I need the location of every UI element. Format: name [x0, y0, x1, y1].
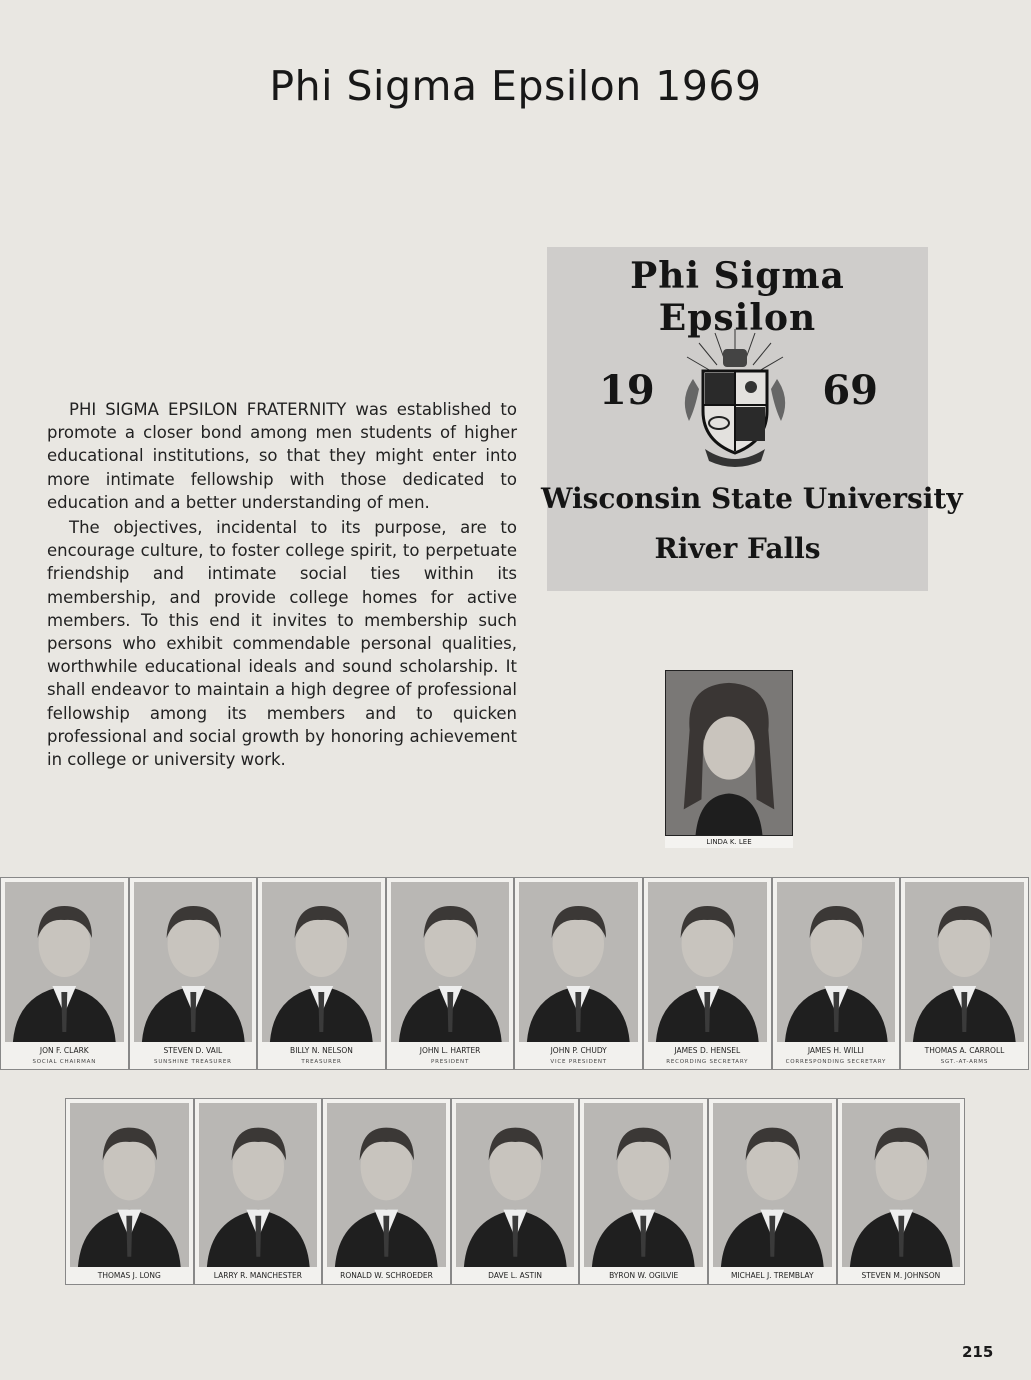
- member-office: CORRESPONDING SECRETARY: [785, 1059, 887, 1065]
- intro-paragraph-2: The objectives, incidental to its purpose, are to encourage culture, to foster college spirit, to perpetuate friendship and intimate social ties within its membership, and provide college homes for active members. To this end it invites to membership such persons who exhibit commendable personal qualities, worthwhile educational ideals and sound scholarship. It shall endeavor to maintain a high degree of professional fellowship among its members and to quicken professional and social growth by honoring achievement in college or university work.: [47, 518, 517, 770]
- member-office: TREASURER: [301, 1059, 342, 1065]
- portrait-silhouette-icon: [905, 882, 1024, 1042]
- sweetheart-portrait: [665, 670, 793, 846]
- member-office: SOCIAL CHAIRMAN: [32, 1059, 97, 1065]
- member-photo: [905, 882, 1024, 1042]
- member-card: [0, 877, 129, 1070]
- member-card: [451, 1098, 580, 1285]
- portrait-silhouette-icon: [456, 1103, 575, 1267]
- sweetheart-name: LINDA K. LEE: [665, 836, 793, 848]
- member-photo: [262, 882, 381, 1042]
- officers-row: [0, 877, 1029, 1070]
- member-photo: [391, 882, 510, 1042]
- member-name: DAVE L. ASTIN: [488, 1271, 542, 1280]
- page-number: 215: [962, 1343, 994, 1361]
- member-name: THOMAS A. CARROLL: [924, 1046, 1005, 1055]
- member-name: STEVEN M. JOHNSON: [861, 1271, 941, 1280]
- banner-university: Wisconsin State University: [541, 482, 963, 515]
- member-photo: [584, 1103, 703, 1267]
- member-photo: [134, 882, 253, 1042]
- member-office: PRESIDENT: [431, 1059, 470, 1065]
- intro-paragraph-1: PHI SIGMA EPSILON FRATERNITY was established to promote a closer bond among men students of higher educational institutions, so that they might enter into more intimate fellowship with those dedicated to education and a better understanding of men.: [47, 400, 517, 512]
- member-card: [579, 1098, 708, 1285]
- member-office: SUNSHINE TREASURER: [154, 1059, 232, 1065]
- member-office: RECORDING SECRETARY: [666, 1059, 749, 1065]
- portrait-silhouette-icon: [842, 1103, 961, 1267]
- crest-icon: [665, 319, 805, 469]
- member-card: [772, 877, 901, 1070]
- member-photo: [456, 1103, 575, 1267]
- portrait-silhouette-icon: [5, 882, 124, 1042]
- member-office: SGT.-AT-ARMS: [940, 1059, 989, 1065]
- banner-campus: River Falls: [654, 532, 821, 565]
- portrait-silhouette-icon: [777, 882, 896, 1042]
- member-card: [837, 1098, 966, 1285]
- member-photo: [648, 882, 767, 1042]
- member-photo: [5, 882, 124, 1042]
- portrait-silhouette-icon: [391, 882, 510, 1042]
- member-name: JOHN P. CHUDY: [550, 1046, 607, 1055]
- portrait-silhouette-icon: [262, 882, 381, 1042]
- member-name: BILLY N. NELSON: [290, 1046, 353, 1055]
- portrait-silhouette-icon: [199, 1103, 318, 1267]
- banner-year-right: 69: [822, 367, 878, 414]
- member-name: BYRON W. OGILVIE: [609, 1271, 679, 1280]
- member-card: [514, 877, 643, 1070]
- intro-text: [47, 398, 517, 771]
- portrait-silhouette-icon: [713, 1103, 832, 1267]
- member-name: JON F. CLARK: [39, 1046, 89, 1055]
- member-photo: [327, 1103, 446, 1267]
- member-card: [257, 877, 386, 1070]
- page-title: Phi Sigma Epsilon 1969: [269, 62, 762, 110]
- member-card: [708, 1098, 837, 1285]
- member-card: [322, 1098, 451, 1285]
- portrait-silhouette-icon: [134, 882, 253, 1042]
- portrait-silhouette-icon: [70, 1103, 189, 1267]
- banner-fraternity-name: Phi Sigma Epsilon: [630, 255, 845, 339]
- member-card: [194, 1098, 323, 1285]
- portrait-silhouette-icon: [327, 1103, 446, 1267]
- member-card: [643, 877, 772, 1070]
- member-card: [386, 877, 515, 1070]
- member-name: JAMES H. WILLI: [807, 1046, 864, 1055]
- member-photo: [70, 1103, 189, 1267]
- member-photo: [519, 882, 638, 1042]
- member-photo: [777, 882, 896, 1042]
- member-name: STEVEN D. VAIL: [163, 1046, 223, 1055]
- member-photo: [713, 1103, 832, 1267]
- member-card: [65, 1098, 194, 1285]
- portrait-silhouette-icon: [584, 1103, 703, 1267]
- member-name: MICHAEL J. TREMBLAY: [730, 1271, 814, 1280]
- portrait-silhouette-icon: [648, 882, 767, 1042]
- member-name: LARRY R. MANCHESTER: [213, 1271, 302, 1280]
- member-name: JAMES D. HENSEL: [674, 1046, 741, 1055]
- portrait-silhouette-icon: [519, 882, 638, 1042]
- member-photo: [842, 1103, 961, 1267]
- sweetheart-photo: [665, 670, 793, 836]
- member-photo: [199, 1103, 318, 1267]
- member-card: [129, 877, 258, 1070]
- member-name: JOHN L. HARTER: [419, 1046, 481, 1055]
- fraternity-banner: [541, 247, 963, 591]
- member-name: THOMAS J. LONG: [97, 1271, 161, 1280]
- member-office: VICE PRESIDENT: [550, 1059, 607, 1065]
- members-row: [65, 1098, 965, 1285]
- banner-year-left: 19: [599, 367, 655, 414]
- member-name: RONALD W. SCHROEDER: [340, 1271, 433, 1280]
- member-card: [900, 877, 1029, 1070]
